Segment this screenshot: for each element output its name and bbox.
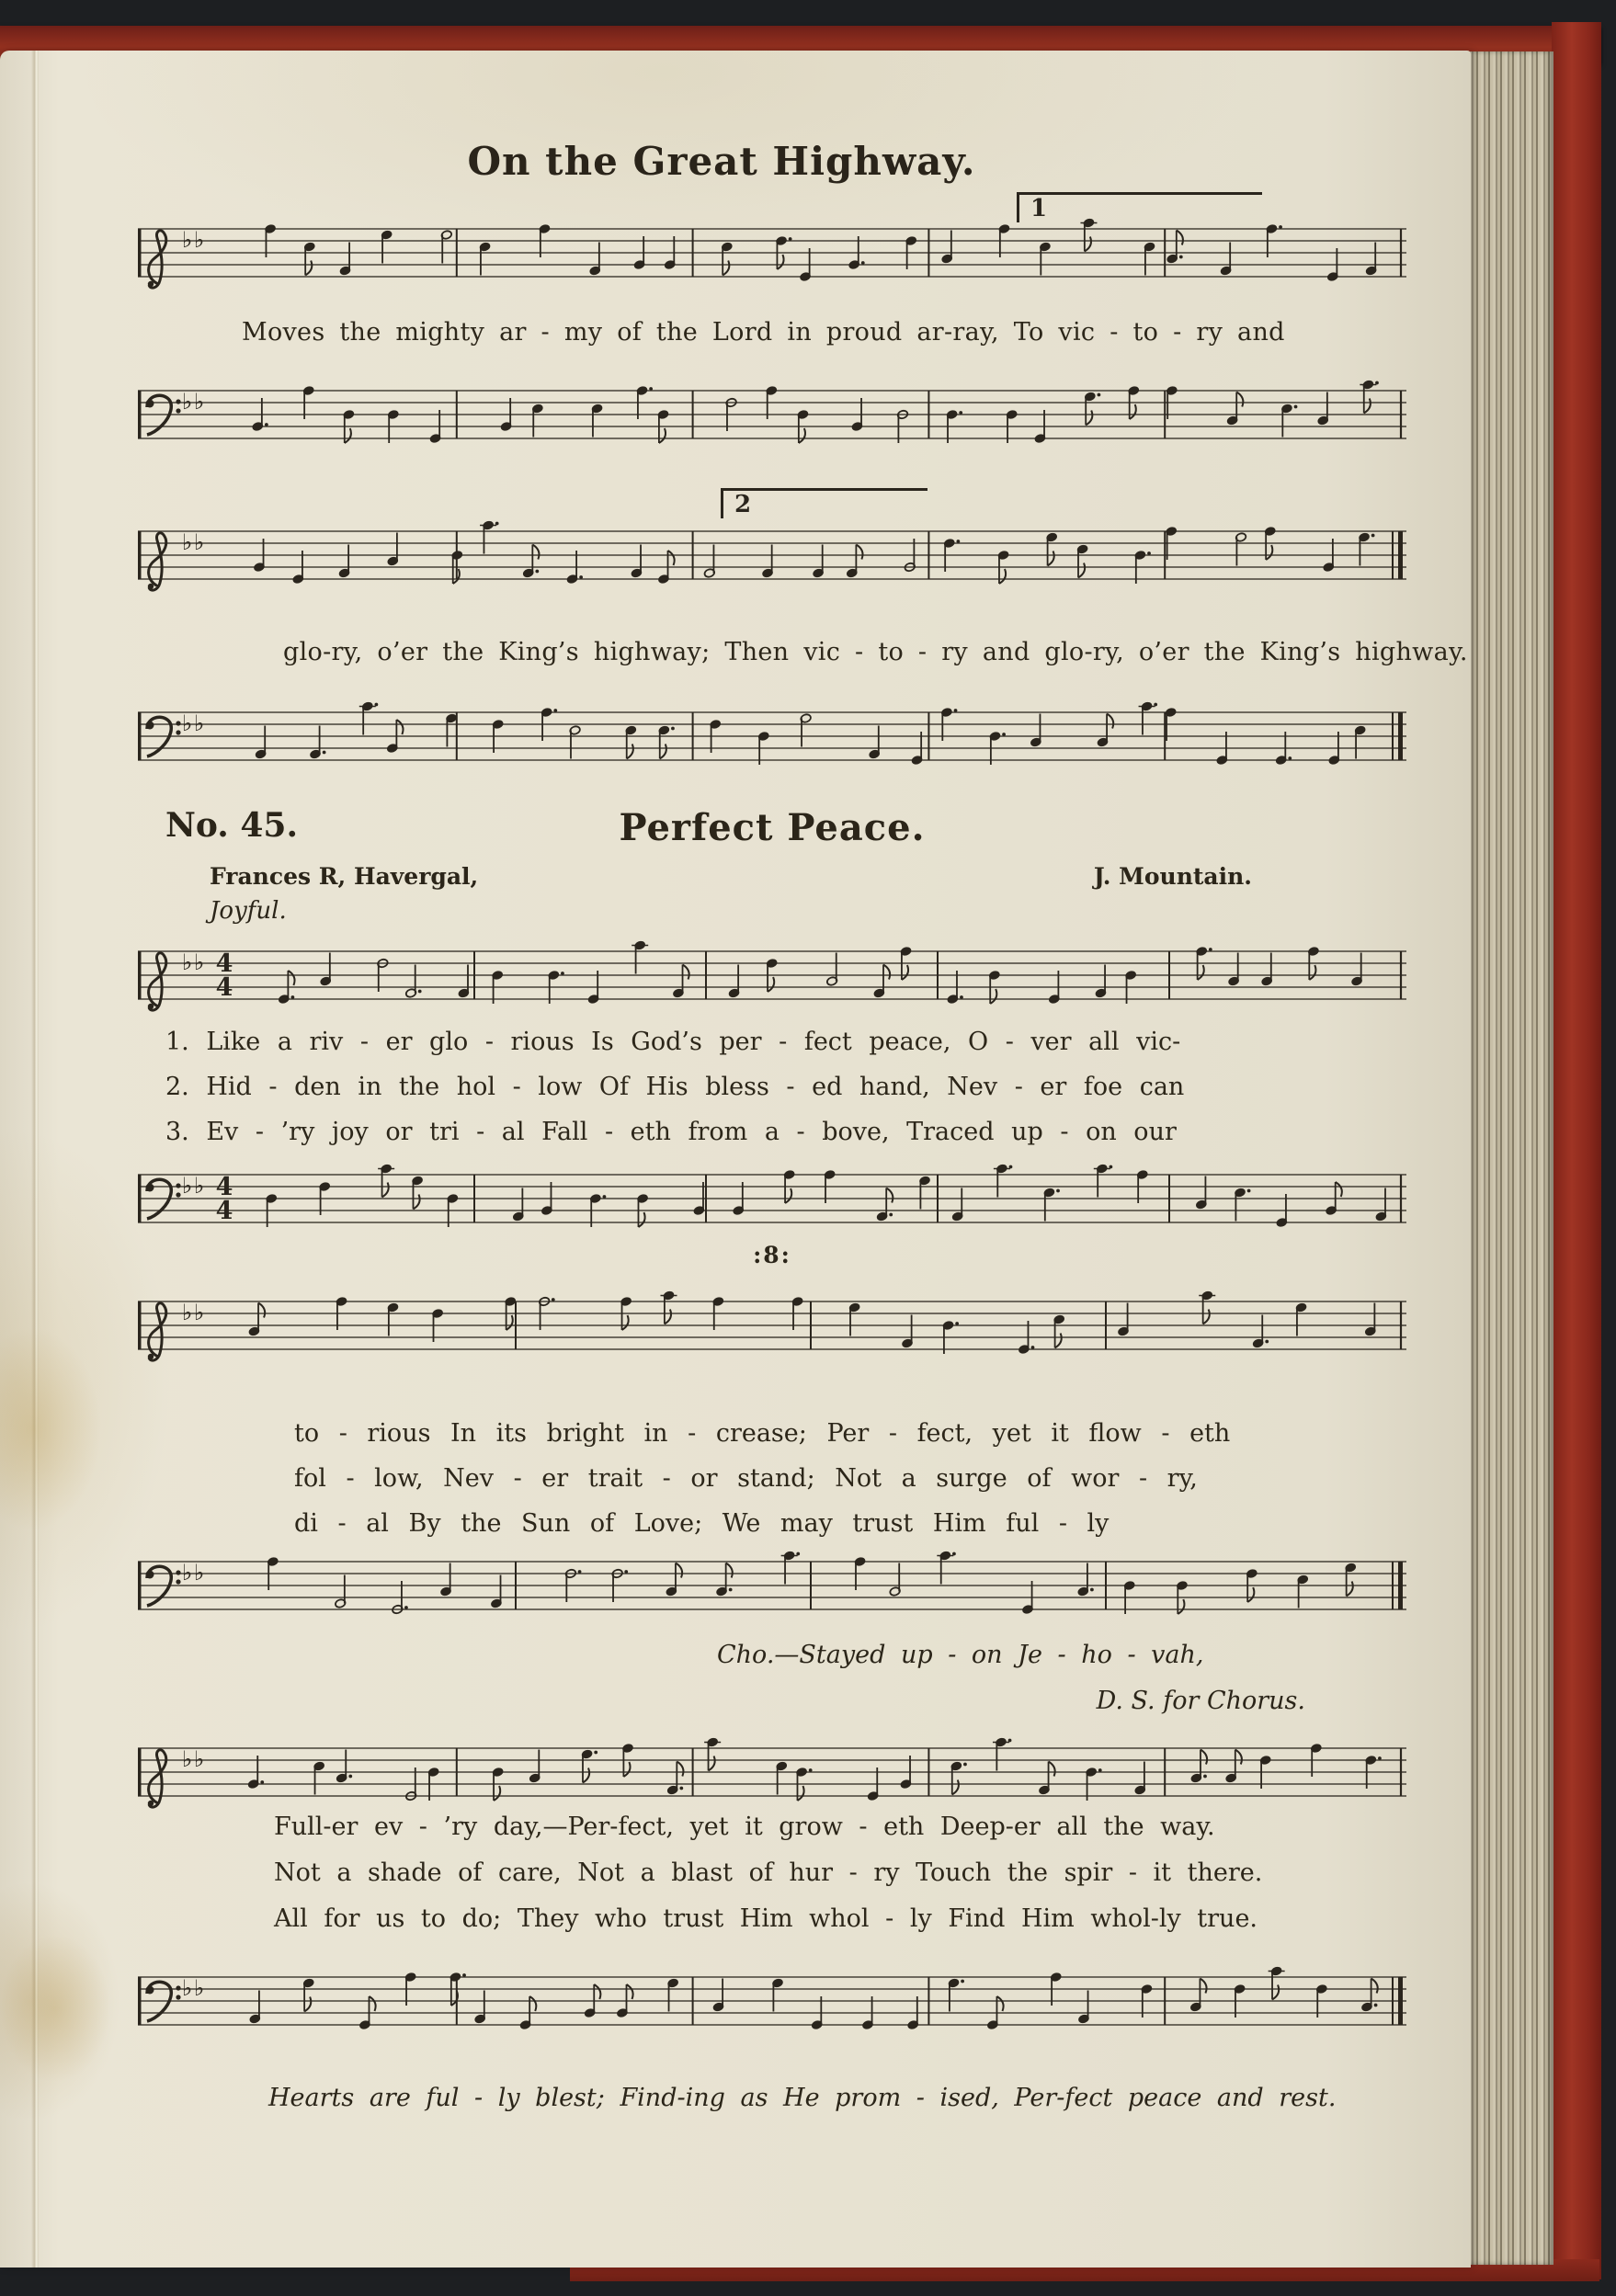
svg-text:4: 4 <box>215 1197 233 1225</box>
chorus-cue-line: Cho.—Stayed up - on Je - ho - vah, <box>717 1641 1204 1669</box>
verse-1-line: to - rious In its bright in - crease; Per - fect, yet it flow - eth <box>294 1419 1231 1448</box>
svg-text:♭: ♭ <box>182 949 193 975</box>
dal-segno-note: D. S. for Chorus. <box>1096 1687 1305 1715</box>
svg-text:♭: ♭ <box>182 1300 193 1325</box>
volta-1-number: 1 <box>1030 195 1048 222</box>
music-staff-bass-1 <box>129 354 1416 475</box>
paper-stain <box>0 1935 110 2082</box>
verse-2-line: 2. Hid - den in the hol - low Of His bless - ed hand, Nev - er foe can <box>165 1073 1185 1101</box>
verse-2-line: Not a shade of care, Not a blast of hur - ry Touch the spir - it there. <box>274 1858 1263 1887</box>
credits-row <box>129 863 1416 894</box>
svg-text:♭: ♭ <box>194 227 205 253</box>
volta-1-marker <box>1017 192 1262 222</box>
verse-2-line: fol - low, Nev - er trait - or stand; Not a surge of wor - ry, <box>294 1464 1198 1493</box>
verse-3-line: 3. Ev - ’ry joy or tri - al Fall - eth from a - bove, Traced up - on our <box>165 1118 1177 1146</box>
chorus-final-line: Hearts are ful - ly blest; Find-ing as He prom - ised, Per-fect peace and rest. <box>268 2084 1337 2112</box>
svg-text:♭: ♭ <box>194 710 205 736</box>
verse-1-line: Full-er ev - ’ry day,—Per-fect, yet it grow - eth Deep-er all the way. <box>274 1813 1215 1841</box>
svg-text:♭: ♭ <box>182 1173 193 1199</box>
volta-2-number: 2 <box>734 491 752 518</box>
verse-lines-first <box>129 1019 1416 1154</box>
song-number: No. 45. <box>165 806 298 845</box>
octave-mark: :8: <box>753 1242 791 1268</box>
song-title: Perfect Peace. <box>619 806 926 849</box>
music-staff-bass-4 <box>129 1532 1416 1639</box>
music-staff-bass-3 <box>129 1150 1416 1247</box>
music-staff-bass-2 <box>129 676 1416 797</box>
music-staff-treble-4 <box>129 1264 1416 1387</box>
verse-1-line: 1. Like a riv - er glo - rious Is God’s per - fect peace, O - ver all vic- <box>165 1028 1181 1056</box>
svg-text:♭: ♭ <box>194 1746 205 1772</box>
verse-3-line: di - al By the Sun of Love; We may trust Him ful - ly <box>294 1509 1110 1538</box>
lyric-line-2: glo-ry, o’er the King’s highway; Then vic - to - ry and glo-ry, o’er the King’s highway. <box>283 638 1468 666</box>
music-staff-treble-1 <box>129 196 1416 310</box>
lyricist-credit: Frances R, Havergal, <box>210 863 479 890</box>
volta-2-marker <box>721 488 927 518</box>
svg-text:♭: ♭ <box>194 1560 205 1586</box>
music-staff-treble-3 <box>129 924 1416 1027</box>
verse-3-line: All for us to do; They who trust Him whol - ly Find Him whol-ly true. <box>274 1904 1258 1933</box>
svg-text:♭: ♭ <box>194 1975 205 2001</box>
svg-text:♭: ♭ <box>194 389 205 415</box>
verse-lines-third <box>129 1804 1416 1942</box>
hymnal-page <box>0 51 1471 2268</box>
svg-text:♭: ♭ <box>182 1746 193 1772</box>
book-cover-edge-right <box>1552 22 1601 2279</box>
composer-credit: J. Mountain. <box>1093 863 1252 890</box>
page-stack-edges <box>1469 51 1553 2265</box>
svg-text:♭: ♭ <box>182 227 193 253</box>
svg-text:♭: ♭ <box>182 1560 193 1586</box>
svg-text:♭: ♭ <box>182 1975 193 2001</box>
music-staff-treble-2 <box>129 486 1416 624</box>
verse-lines-second <box>129 1411 1416 1546</box>
paper-stain <box>0 1328 101 1530</box>
svg-text:4: 4 <box>215 949 233 978</box>
svg-text:♭: ♭ <box>182 710 193 736</box>
svg-text:♭: ♭ <box>182 389 193 415</box>
svg-text:♭: ♭ <box>194 1173 205 1199</box>
music-staff-bass-5 <box>129 1946 1416 2056</box>
page-content <box>129 51 1468 2268</box>
svg-text:4: 4 <box>215 1173 233 1201</box>
song-heading-row <box>129 806 1416 863</box>
svg-text:4: 4 <box>215 973 233 1002</box>
tempo-marking: Joyful. <box>210 897 287 925</box>
song-title-continued: On the Great Highway. <box>467 139 976 184</box>
svg-text:♭: ♭ <box>194 949 205 975</box>
svg-text:♭: ♭ <box>182 529 193 555</box>
lyric-line-1: Moves the mighty ar - my of the Lord in proud ar-ray, To vic - to - ry and <box>242 318 1285 347</box>
page-fold-line <box>31 51 39 2268</box>
svg-text:♭: ♭ <box>194 529 205 555</box>
svg-text:♭: ♭ <box>194 1300 205 1325</box>
